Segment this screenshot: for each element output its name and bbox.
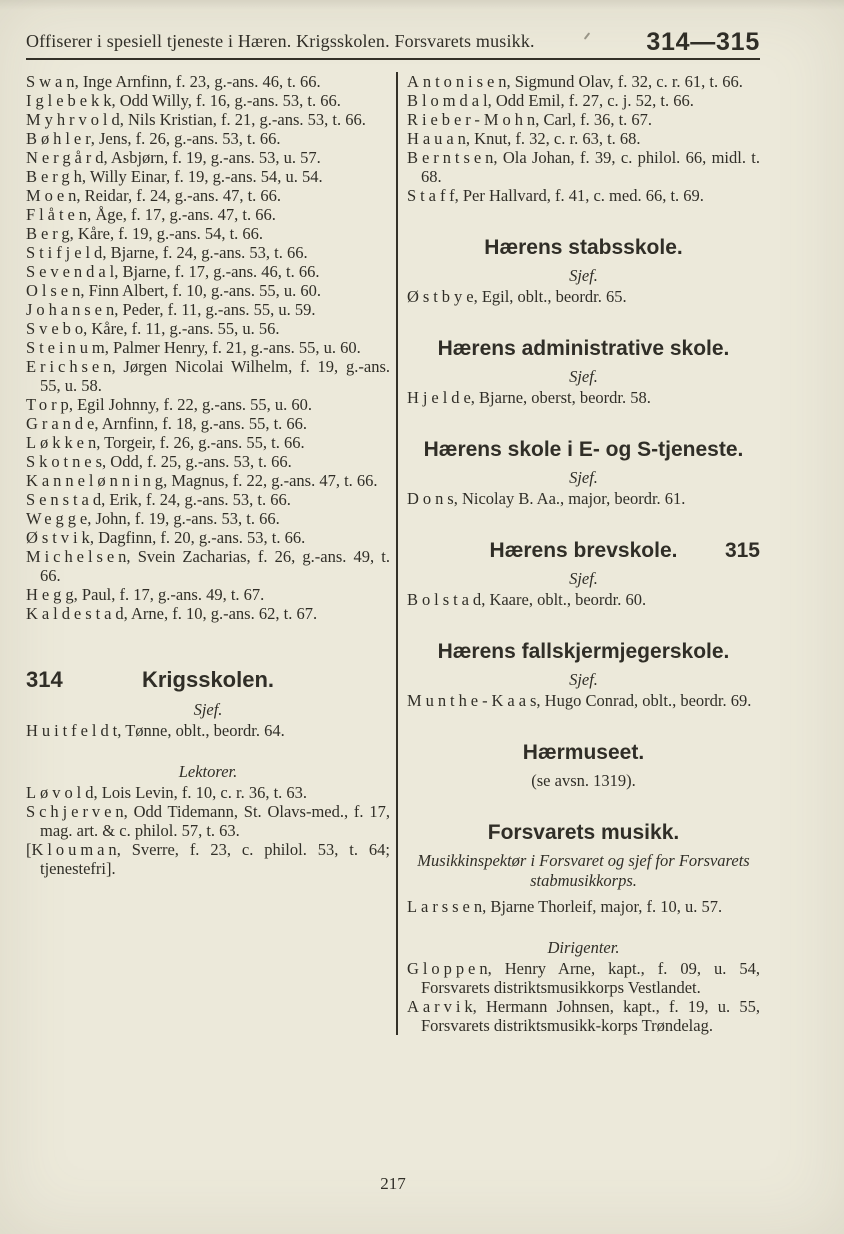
directory-entry xyxy=(407,91,760,110)
entry-details: , Torgeir, f. 26, g.-ans. 55, t. 66. xyxy=(96,433,305,452)
school-section-number: 315 xyxy=(724,539,760,562)
entry-details: , Dagfinn, f. 20, g.-ans. 53, t. 66. xyxy=(89,528,306,547)
entry-surname: Kaldestad xyxy=(26,604,128,623)
entry-surname: Berg xyxy=(26,224,74,243)
entry-surname: Swan xyxy=(26,72,79,91)
role-subheading: Sjef. xyxy=(569,569,598,588)
directory-entry xyxy=(26,129,390,148)
entry-details: , Per Hallvard, f. 41, c. med. 66, t. 69. xyxy=(454,186,704,205)
entry-surname: Schjerven xyxy=(26,802,128,821)
directory-entry xyxy=(26,262,390,281)
running-head-title: Offiserer i spesiell tjeneste i Hæren. Krigsskolen. Forsvarets musikk. xyxy=(26,31,535,51)
directory-entry xyxy=(26,414,390,433)
entry-surname: Wegge xyxy=(26,509,92,528)
entry-details: , Lois Levin, f. 10, c. r. 36, t. 63. xyxy=(93,783,308,802)
entry-surname: Østvik xyxy=(26,528,94,547)
school-heading-title: Forsvarets musikk. xyxy=(487,821,680,844)
directory-entry xyxy=(26,148,390,167)
entry-details: , Nils Kristian, f. 21, g.-ans. 53, t. 66. xyxy=(119,110,366,129)
entry-surname: Klouman xyxy=(31,840,121,859)
entry-details: , Henry Arne, kapt., f. 09, u. 54, Forsvarets distriktsmusikkorps Vestlandet. xyxy=(421,959,760,997)
school-heading-title: Hærens administrative skole. xyxy=(437,337,730,360)
entry-details: , Carl, f. 36, t. 67. xyxy=(535,110,653,129)
directory-entry xyxy=(26,802,390,840)
entry-surname: Moen xyxy=(26,186,81,205)
directory-entry xyxy=(26,338,390,357)
entry-details: , Sigmund Olav, f. 32, c. r. 61, t. 66. xyxy=(506,72,743,91)
entry-bracket: [ xyxy=(26,840,32,859)
entry-surname: Svebo xyxy=(26,319,88,338)
role-subheading: Sjef. xyxy=(569,468,598,487)
entry-details: , Arnfinn, f. 18, g.-ans. 55, t. 66. xyxy=(94,414,308,433)
entry-surname: Nergård xyxy=(26,148,108,167)
entry-surname: Michelsen xyxy=(26,547,131,566)
directory-entry xyxy=(407,186,760,205)
entry-surname: Senstad xyxy=(26,490,106,509)
role-subheading: Lektorer. xyxy=(178,762,238,781)
left-column xyxy=(26,72,390,1035)
entry-details: , Egil, oblt., beordr. 65. xyxy=(473,287,627,306)
directory-entry xyxy=(407,997,760,1035)
directory-entry xyxy=(407,110,760,129)
entry-details: , Hermann Johnsen, kapt., f. 19, u. 55, Forsvarets distriktsmusikk-korps Trøndelag. xyxy=(421,997,760,1035)
school-heading xyxy=(407,740,760,765)
directory-entry xyxy=(407,691,760,710)
entry-surname: Hegg xyxy=(26,585,78,604)
school-heading xyxy=(407,336,760,361)
entry-surname: Aarvik xyxy=(407,997,477,1016)
directory-entry xyxy=(26,186,390,205)
entry-surname: Steinum xyxy=(26,338,109,357)
entry-surname: Erichsen xyxy=(26,357,116,376)
entry-details: , Åge, f. 17, g.-ans. 47, t. 66. xyxy=(87,205,276,224)
column-divider xyxy=(396,72,398,1035)
running-head xyxy=(26,30,760,55)
entry-details: , Palmer Henry, f. 21, g.-ans. 55, u. 60. xyxy=(104,338,361,357)
directory-entry xyxy=(407,148,760,186)
entry-surname: Gloppen xyxy=(407,959,492,978)
entry-surname: Bolstad xyxy=(407,590,486,609)
right-column xyxy=(407,72,760,1035)
school-heading xyxy=(407,538,760,563)
entry-details: , Tønne, oblt., beordr. 64. xyxy=(117,721,285,740)
directory-entry xyxy=(407,388,760,407)
entry-surname: Bergh xyxy=(26,167,86,186)
directory-entry xyxy=(26,395,390,414)
entry-details: , Ola Johan, f. 39, c. philol. 66, midl. t. 68. xyxy=(421,148,760,186)
entry-surname: Stifjeld xyxy=(26,243,107,262)
entry-surname: Iglebekk xyxy=(26,91,116,110)
school-heading xyxy=(407,437,760,462)
entry-surname: Larssen xyxy=(407,897,487,916)
page-content xyxy=(26,30,760,1035)
directory-entry xyxy=(26,547,390,585)
entry-surname: Skotnes xyxy=(26,452,106,471)
entry-surname: Hauan xyxy=(407,129,470,148)
school-heading-title: Hærens skole i E- og S-tjeneste. xyxy=(423,438,744,461)
school-heading-title: Hærens fallskjermjegerskole. xyxy=(437,640,730,663)
directory-entry xyxy=(26,433,390,452)
entry-details: , Knut, f. 32, c. r. 63, t. 68. xyxy=(465,129,641,148)
school-heading-title: Hærmuseet. xyxy=(522,741,645,764)
entry-details: , Bjarne, f. 24, g.-ans. 53, t. 66. xyxy=(102,243,308,262)
cross-reference-note: (se avsn. 1319). xyxy=(531,771,636,790)
role-subheading: Dirigenter. xyxy=(547,938,620,957)
entry-details: , Erik, f. 24, g.-ans. 53, t. 66. xyxy=(101,490,291,509)
directory-entry xyxy=(407,489,760,508)
directory-entry xyxy=(407,129,760,148)
directory-entry xyxy=(26,91,390,110)
entry-surname: Kannelønning xyxy=(26,471,168,490)
directory-entry xyxy=(26,357,390,395)
directory-entry xyxy=(407,590,760,609)
directory-entry xyxy=(26,585,390,604)
entry-details: , Svein Zacharias, f. 26, g.-ans. 49, t. 66. xyxy=(40,547,390,585)
school-heading xyxy=(407,235,760,260)
entry-surname: Flåten xyxy=(26,205,92,224)
entry-details: , Bjarne Thorleif, major, f. 10, u. 57. xyxy=(482,897,723,916)
directory-entry xyxy=(26,471,390,490)
entry-surname: Johansen xyxy=(26,300,119,319)
entry-details: , Arne, f. 10, g.-ans. 62, t. 67. xyxy=(123,604,318,623)
directory-entry xyxy=(26,224,390,243)
directory-entry xyxy=(407,72,760,91)
entry-surname: Blomdal xyxy=(407,91,492,110)
entry-surname: Torp xyxy=(26,395,73,414)
directory-entry xyxy=(407,897,760,916)
entry-details: , Odd, f. 25, g.-ans. 53, t. 66. xyxy=(102,452,292,471)
entry-surname: Grande xyxy=(26,414,99,433)
entry-surname: Myhrvold xyxy=(26,110,124,129)
entry-details: , Nicolay B. Aa., major, beordr. 61. xyxy=(453,489,686,508)
section-title: Krigsskolen. xyxy=(141,667,275,692)
directory-entry xyxy=(26,490,390,509)
directory-entry xyxy=(26,509,390,528)
directory-entry xyxy=(26,167,390,186)
entry-details: , Reidar, f. 24, g.-ans. 47, t. 66. xyxy=(76,186,282,205)
entry-surname: Staff xyxy=(407,186,459,205)
directory-entry xyxy=(26,721,390,740)
entry-surname: Østbye xyxy=(407,287,478,306)
entry-surname: Bøhler xyxy=(26,129,95,148)
section-heading xyxy=(26,667,390,692)
entry-details: , Asbjørn, f. 19, g.-ans. 53, u. 57. xyxy=(103,148,321,167)
entry-details: , Odd Emil, f. 27, c. j. 52, t. 66. xyxy=(487,91,694,110)
entry-surname: Olsen xyxy=(26,281,85,300)
school-heading-title: Hærens brevskole. xyxy=(489,539,678,562)
entry-surname: Dons xyxy=(407,489,458,508)
entry-surname: Munthe-Kaas xyxy=(407,691,541,710)
entry-surname: Berntsen xyxy=(407,148,498,167)
school-heading xyxy=(407,820,760,845)
school-heading xyxy=(407,639,760,664)
entry-surname: Rieber-Mohn xyxy=(407,110,540,129)
directory-entry xyxy=(407,959,760,997)
entry-details: , Magnus, f. 22, g.-ans. 47, t. 66. xyxy=(163,471,378,490)
section-number: 314 xyxy=(26,667,63,692)
role-subheading: Sjef. xyxy=(569,266,598,285)
entry-details: , Kåre, f. 19, g.-ans. 54, t. 66. xyxy=(69,224,264,243)
role-subheading: Sjef. xyxy=(569,670,598,689)
directory-entry xyxy=(407,287,760,306)
entry-surname: Løvold xyxy=(26,783,98,802)
entry-details: , Inge Arnfinn, f. 23, g.-ans. 46, t. 66. xyxy=(74,72,321,91)
entry-details: , Finn Albert, f. 10, g.-ans. 55, u. 60. xyxy=(80,281,321,300)
footer-page-number: 217 xyxy=(380,1174,406,1193)
entry-details: , Willy Einar, f. 19, g.-ans. 54, u. 54. xyxy=(81,167,323,186)
entry-surname: Huitfeldt xyxy=(26,721,122,740)
header-rule xyxy=(26,58,760,60)
entry-details: , Hugo Conrad, oblt., beordr. 69. xyxy=(536,691,752,710)
role-subheading: Sjef. xyxy=(193,700,223,719)
entry-details: , Egil Johnny, f. 22, g.-ans. 55, u. 60. xyxy=(68,395,313,414)
running-head-page-range: 314—315 xyxy=(646,28,760,56)
directory-entry xyxy=(26,319,390,338)
directory-entry xyxy=(26,110,390,129)
entry-details: , Kaare, oblt., beordr. 60. xyxy=(481,590,647,609)
directory-entry xyxy=(26,840,390,878)
directory-entry xyxy=(26,72,390,91)
entry-details: , Peder, f. 11, g.-ans. 55, u. 59. xyxy=(114,300,316,319)
entry-details: , Sverre, f. 23, c. philol. 53, t. 64; tjenestefri]. xyxy=(40,840,390,878)
entry-details: , Kåre, f. 11, g.-ans. 55, u. 56. xyxy=(83,319,280,338)
entry-details: , Bjarne, oberst, beordr. 58. xyxy=(470,388,651,407)
directory-entry xyxy=(26,528,390,547)
role-subheading: Sjef. xyxy=(569,367,598,386)
entry-details: , Jens, f. 26, g.-ans. 53, t. 66. xyxy=(90,129,281,148)
entry-surname: Løkken xyxy=(26,433,101,452)
directory-entry xyxy=(26,604,390,623)
entry-surname: Antonisen xyxy=(407,72,511,91)
entry-details: , Bjarne, f. 17, g.-ans. 46, t. 66. xyxy=(114,262,320,281)
entry-surname: Sevendal xyxy=(26,262,119,281)
directory-entry xyxy=(26,300,390,319)
entry-details: , Odd Tidemann, St. Olavs-med., f. 17, mag. art. & c. philol. 57, t. 63. xyxy=(40,802,390,840)
entry-details: , Odd Willy, f. 16, g.-ans. 53, t. 66. xyxy=(111,91,341,110)
inspector-title-note: Musikkinspektør i Forsvaret og sjef for Forsvarets stabmusikkorps. xyxy=(417,851,750,890)
directory-entry xyxy=(26,205,390,224)
entry-details: , John, f. 19, g.-ans. 53, t. 66. xyxy=(87,509,280,528)
directory-entry xyxy=(26,281,390,300)
directory-entry xyxy=(26,783,390,802)
school-heading-title: Hærens stabsskole. xyxy=(484,236,683,259)
entry-details: , Jørgen Nicolai Wilhelm, f. 19, g.-ans. 55, u. 58. xyxy=(40,357,390,395)
entry-surname: Hjelde xyxy=(407,388,475,407)
columns xyxy=(26,72,760,1035)
directory-entry xyxy=(26,452,390,471)
entry-details: , Paul, f. 17, g.-ans. 49, t. 67. xyxy=(73,585,265,604)
directory-entry xyxy=(26,243,390,262)
